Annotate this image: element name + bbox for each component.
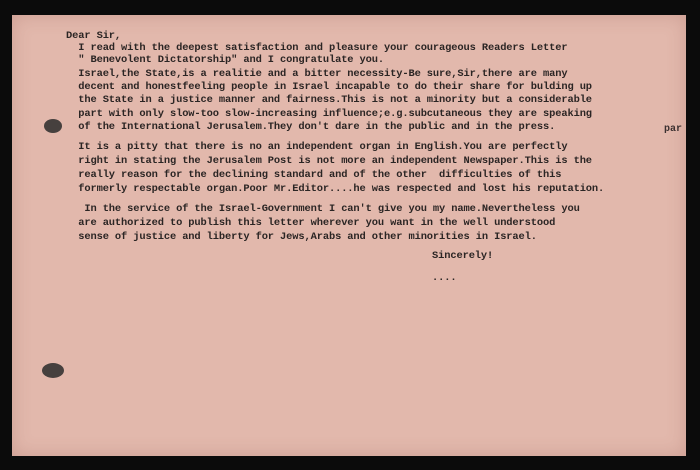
paragraph-3-line-1: In the service of the Israel-Government I can't give you my name.Nevertheless you [66, 203, 580, 215]
paragraph-1-line-3: Israel,the State,is a realitie and a bitter necessity-Be sure,Sir,there are many [66, 68, 568, 80]
salutation: Dear Sir, [66, 30, 122, 42]
paragraph-3-line-3: sense of justice and liberty for Jews,Arabs and other minorities in Israel. [66, 231, 537, 243]
ink-smudge-upper [44, 119, 62, 133]
paragraph-3-line-2: are authorized to publish this letter wherever you want in the well understood [66, 217, 556, 229]
paragraph-1-line-7: of the International Jerusalem.They don't dare in the public and in the press. [66, 121, 556, 133]
paragraph-2-line-3: really reason for the declining standard and of the other difficulties of this [66, 169, 562, 181]
paragraph-1-line-2: " Benevolent Dictatorship" and I congratulate you. [66, 54, 385, 66]
paragraph-2-line-1: It is a pitty that there is no an independent organ in English.You are perfectly [66, 141, 568, 153]
paragraph-1-line-4: decent and honestfeeling people in Israel incapable to do their share for bulding up [66, 81, 592, 93]
paragraph-1-line-5: the State in a justice manner and fairness.This is not a minority but a considerable [66, 94, 592, 106]
margin-mark: par [664, 124, 683, 135]
ink-smudge-lower [42, 363, 64, 378]
signature: .... [432, 272, 457, 284]
paragraph-1-line-1: I read with the deepest satisfaction and pleasure your courageous Readers Letter [66, 42, 568, 54]
closing: Sincerely! [432, 250, 494, 262]
paragraph-2-line-4: formerly respectable organ.Poor Mr.Editor....he was respected and lost his reputation. [66, 183, 605, 195]
paragraph-2-line-2: right in stating the Jerusalem Post is not more an independent Newspaper.This is the [66, 155, 592, 167]
paragraph-1-line-6: part with only slow-too slow-increasing influence;e.g.subcutaneous they are speaking [66, 108, 592, 120]
